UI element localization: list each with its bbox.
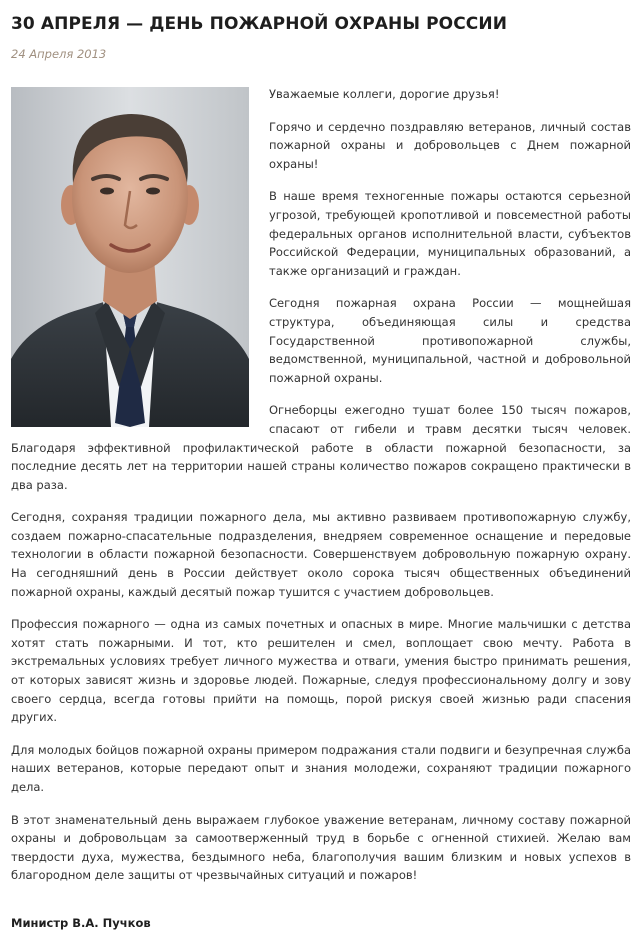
article-paragraph: Для молодых бойцов пожарной охраны примером подражания стали подвиги и безупречная служба наших ветеранов, которые передают опыт и знания молодежи, сохраняют традиции пожарного дела. [11,742,631,794]
article [11,0,631,931]
article-paragraph: Сегодня, сохраняя традиции пожарного дела, мы активно развиваем противопожарную службу, создаем пожарно-спасательные подразделения, внедряем современное оснащение и передовые технологии в области пожарной безопасности. Совершенствуем добровольную пожарную охрану. На сегодняшний день в России действует около сорока тысяч общественных объединений пожарной охраны, каждый десятый пожар тушится с участием добровольцев. [11,510,631,599]
portrait-photo-image [11,87,249,427]
article-paragraph: Сегодня пожарная охрана России — мощнейшая структура, объединяющая силы и средства Государственной противопожарной службы, ведомственной, муниципальной, частной и добровольной пожарной охраны. [269,296,631,385]
article-body [11,85,631,899]
article-paragraph: В этот знаменательный день выражаем глубокое уважение ветеранам, личному составу пожарной охраны и добровольцам за самоотверженный труд в борьбе с огненной стихией. Желаю вам твердости духа, мужества, бездымного неба, благополучия вашим близким и новых успехов в благородном деле защиты от чрезвычайных ситуаций и пожаров! [11,812,631,883]
article-paragraph: В наше время техногенные пожары остаются серьезной угрозой, требующей кропотливой и повсеместной работы федеральных органов исполнительной власти, субъектов Российской Федерации, муниципальных образований, а также организаций и граждан. [269,189,631,278]
article-paragraph: Горячо и сердечно поздравляю ветеранов, личный состав пожарной охраны и добровольцев с Днем пожарной охраны! [269,119,631,171]
article-paragraph: Профессия пожарного — одна из самых почетных и опасных в мире. Многие мальчишки с детства хотят стать пожарными. И тот, кто решителен и смел, воплощает свою мечту. Работа в экстремальных условиях требует личного мужества и отваги, умения быстро принимать решения, от которых зависят жизнь и здоровье людей. Пожарные, следуя профессиональному долгу и зову своего сердца, всегда готовы прийти на помощь, порой рискуя своей жизнью ради спасения других. [11,617,631,725]
portrait-photo [11,87,249,427]
article-signature: Министр В.А. Пучков [11,915,151,930]
article-paragraph: Огнеборцы ежегодно тушат более 150 тысяч пожаров, спасают от гибели и травм десятки тысяч человек. Благодаря эффективной профилактической работе в области пожарной безопасности, за последние десять лет на территории нашей страны количество пожаров сокращено практически в два раза. [11,403,631,492]
article-title: 30 АПРЕЛЯ — ДЕНЬ ПОЖАРНОЙ ОХРАНЫ РОССИИ [11,14,508,34]
article-date: 24 Апреля 2013 [11,47,107,61]
article-paragraph: Уважаемые коллеги, дорогие друзья! [269,87,500,101]
